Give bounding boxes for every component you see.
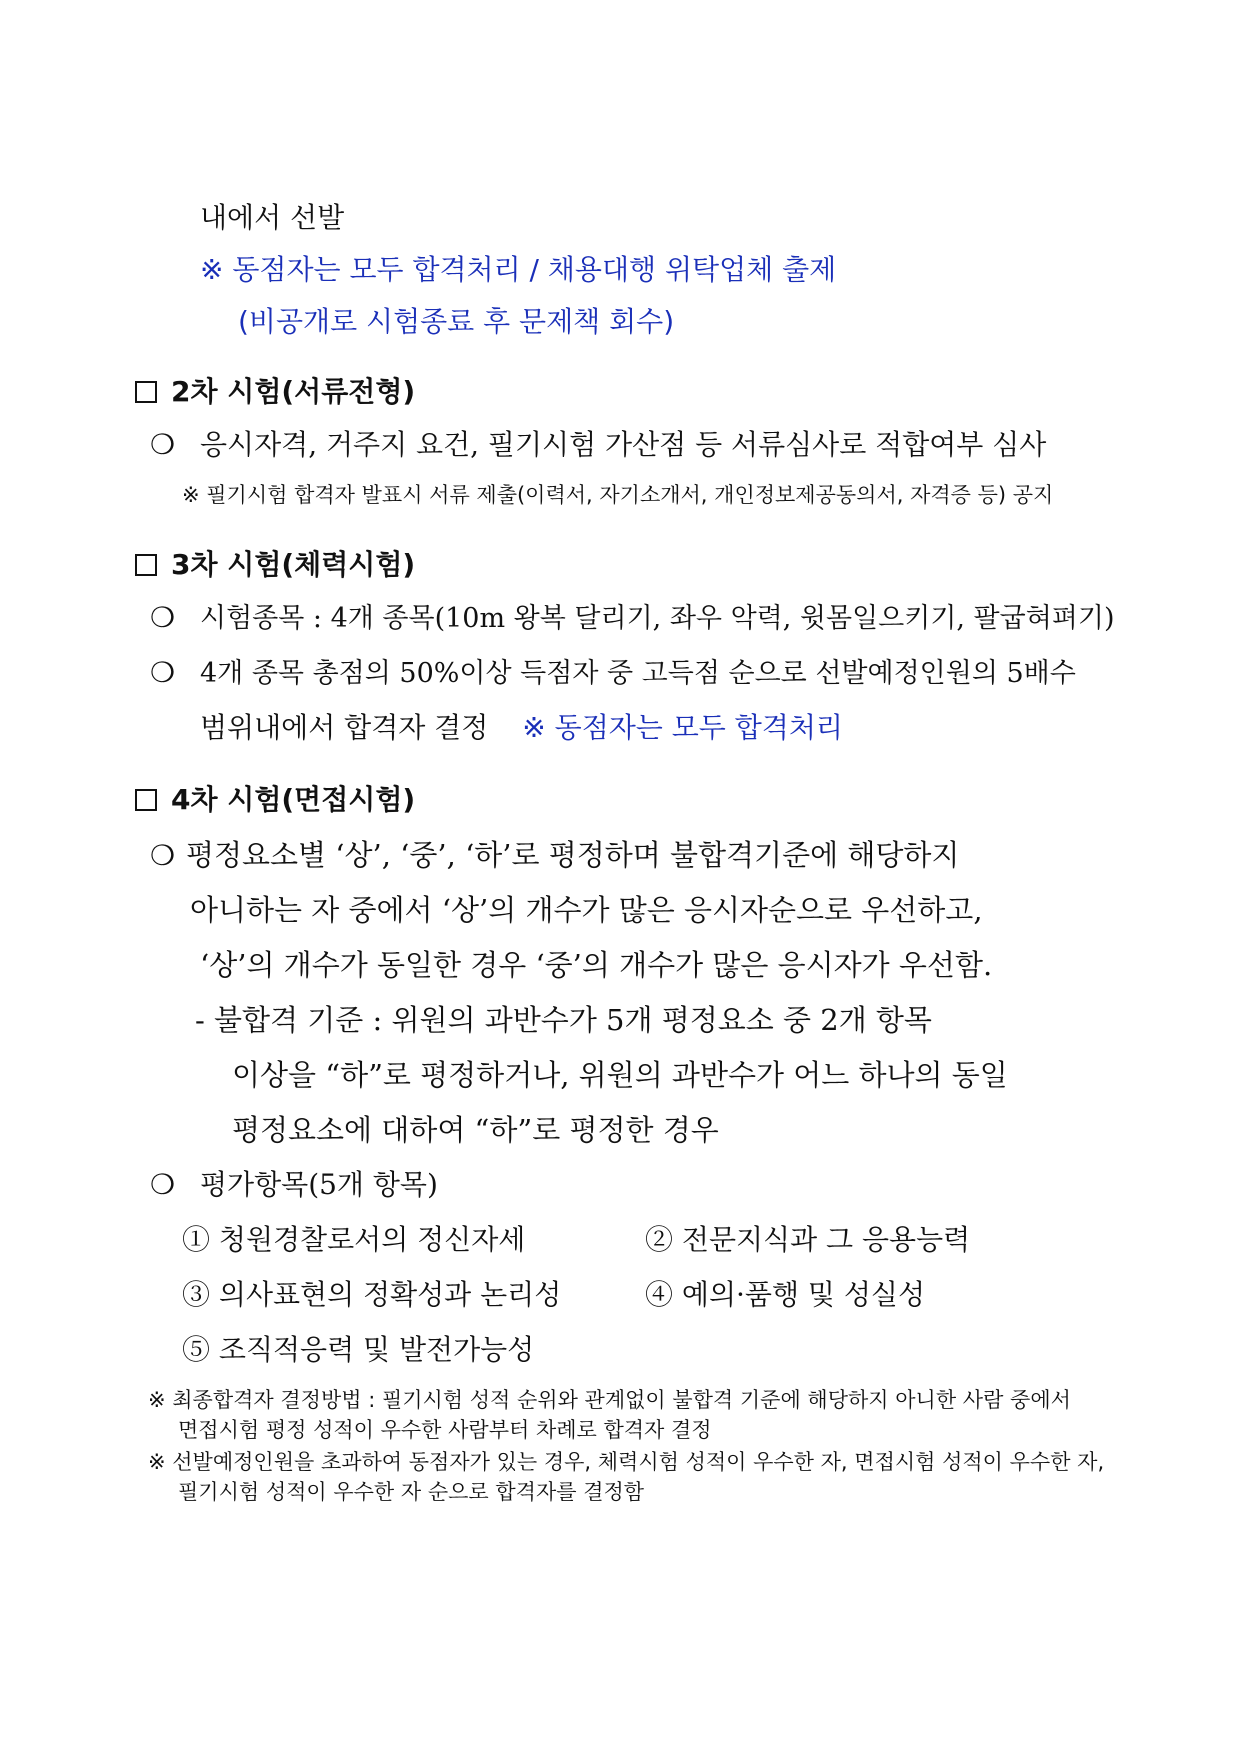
eval-item: ④ 예의·품행 및 성실성 [645, 1278, 925, 1311]
circle-bullet-icon: ❍ [150, 428, 176, 461]
checkbox-square-icon [135, 554, 157, 576]
eval-item: ① 청원경찰로서의 정신자세 [182, 1223, 526, 1256]
tie-note: ※ 동점자는 모두 합격처리 / 채용대행 위탁업체 출제 [200, 253, 837, 286]
bullet-text: 평가항목(5개 항목) [200, 1168, 438, 1201]
section-4-title: 4차 시험(면접시험) [171, 783, 416, 816]
section-4-heading [135, 780, 415, 820]
footnote-cont: 면접시험 평정 성적이 우수한 사람부터 차례로 합격자 결정 [178, 1418, 712, 1442]
dash-item-cont: 이상을 “하”로 평정하거나, 위원의 과반수가 어느 하나의 동일 [232, 1058, 1008, 1092]
tie-note-cont: (비공개로 시험종료 후 문제책 회수) [238, 305, 675, 338]
section-3-heading [135, 545, 415, 585]
bullet-text: 4개 종목 총점의 50%이상 득점자 중 고득점 순으로 선발예정인원의 5배수 [200, 658, 1076, 689]
checkbox-square-icon [135, 789, 157, 811]
bullet-text: 범위내에서 합격자 결정 [200, 711, 489, 744]
bullet-text: 시험종목 : 4개 종목(10m 왕복 달리기, 좌우 악력, 윗몸일으키기, 팔굽혀펴기) [200, 603, 1115, 634]
circle-bullet-icon: ❍ [150, 601, 176, 634]
footnote-cont: 필기시험 성적이 우수한 자 순으로 합격자를 결정함 [178, 1480, 645, 1504]
dash-item-cont: 평정요소에 대하여 “하”로 평정한 경우 [232, 1113, 719, 1147]
section-2-title: 2차 시험(서류전형) [171, 375, 416, 408]
circle-bullet-icon: ❍ [150, 839, 176, 872]
eval-item: ② 전문지식과 그 응용능력 [645, 1223, 971, 1256]
text-line: 내에서 선발 [200, 201, 345, 234]
footnote: ※ 최종합격자 결정방법 : 필기시험 성적 순위와 관계없이 불합격 기준에 해당하지 아니한 사람 중에서 [148, 1388, 1071, 1412]
section-2-heading [135, 372, 415, 412]
bullet-item [150, 835, 959, 876]
bullet-text-cont: ‘상’의 개수가 동일한 경우 ‘중’의 개수가 많은 응시자가 우선함. [200, 948, 993, 982]
bullet-item [150, 598, 1115, 639]
dash-item: - 불합격 기준 : 위원의 과반수가 5개 평정요소 중 2개 항목 [195, 1003, 932, 1037]
section-3-title: 3차 시험(체력시험) [171, 548, 416, 581]
bullet-item [150, 653, 1076, 694]
note-text: ※ 필기시험 합격자 발표시 서류 제출(이력서, 자기소개서, 개인정보제공동의서, 자격증 등) 공지 [182, 483, 1054, 507]
bullet-item [150, 1165, 438, 1205]
circle-bullet-icon: ❍ [150, 656, 176, 689]
bullet-text-cont [200, 708, 843, 748]
bullet-item [150, 425, 1046, 465]
eval-item: ⑤ 조직적응력 및 발전가능성 [182, 1333, 535, 1366]
circle-bullet-icon: ❍ [150, 1168, 176, 1201]
bullet-text: 평정요소별 ‘상’, ‘중’, ‘하’로 평정하며 불합격기준에 해당하지 [186, 838, 960, 872]
checkbox-square-icon [135, 381, 157, 403]
footnote: ※ 선발예정인원을 초과하여 동점자가 있는 경우, 체력시험 성적이 우수한 자, 면접시험 성적이 우수한 자, [148, 1450, 1105, 1474]
tie-note: ※ 동점자는 모두 합격처리 [522, 711, 843, 744]
eval-item: ③ 의사표현의 정확성과 논리성 [182, 1278, 562, 1311]
bullet-text-cont: 아니하는 자 중에서 ‘상’의 개수가 많은 응시자순으로 우선하고, [190, 893, 983, 927]
bullet-text: 응시자격, 거주지 요건, 필기시험 가산점 등 서류심사로 적합여부 심사 [200, 428, 1047, 461]
